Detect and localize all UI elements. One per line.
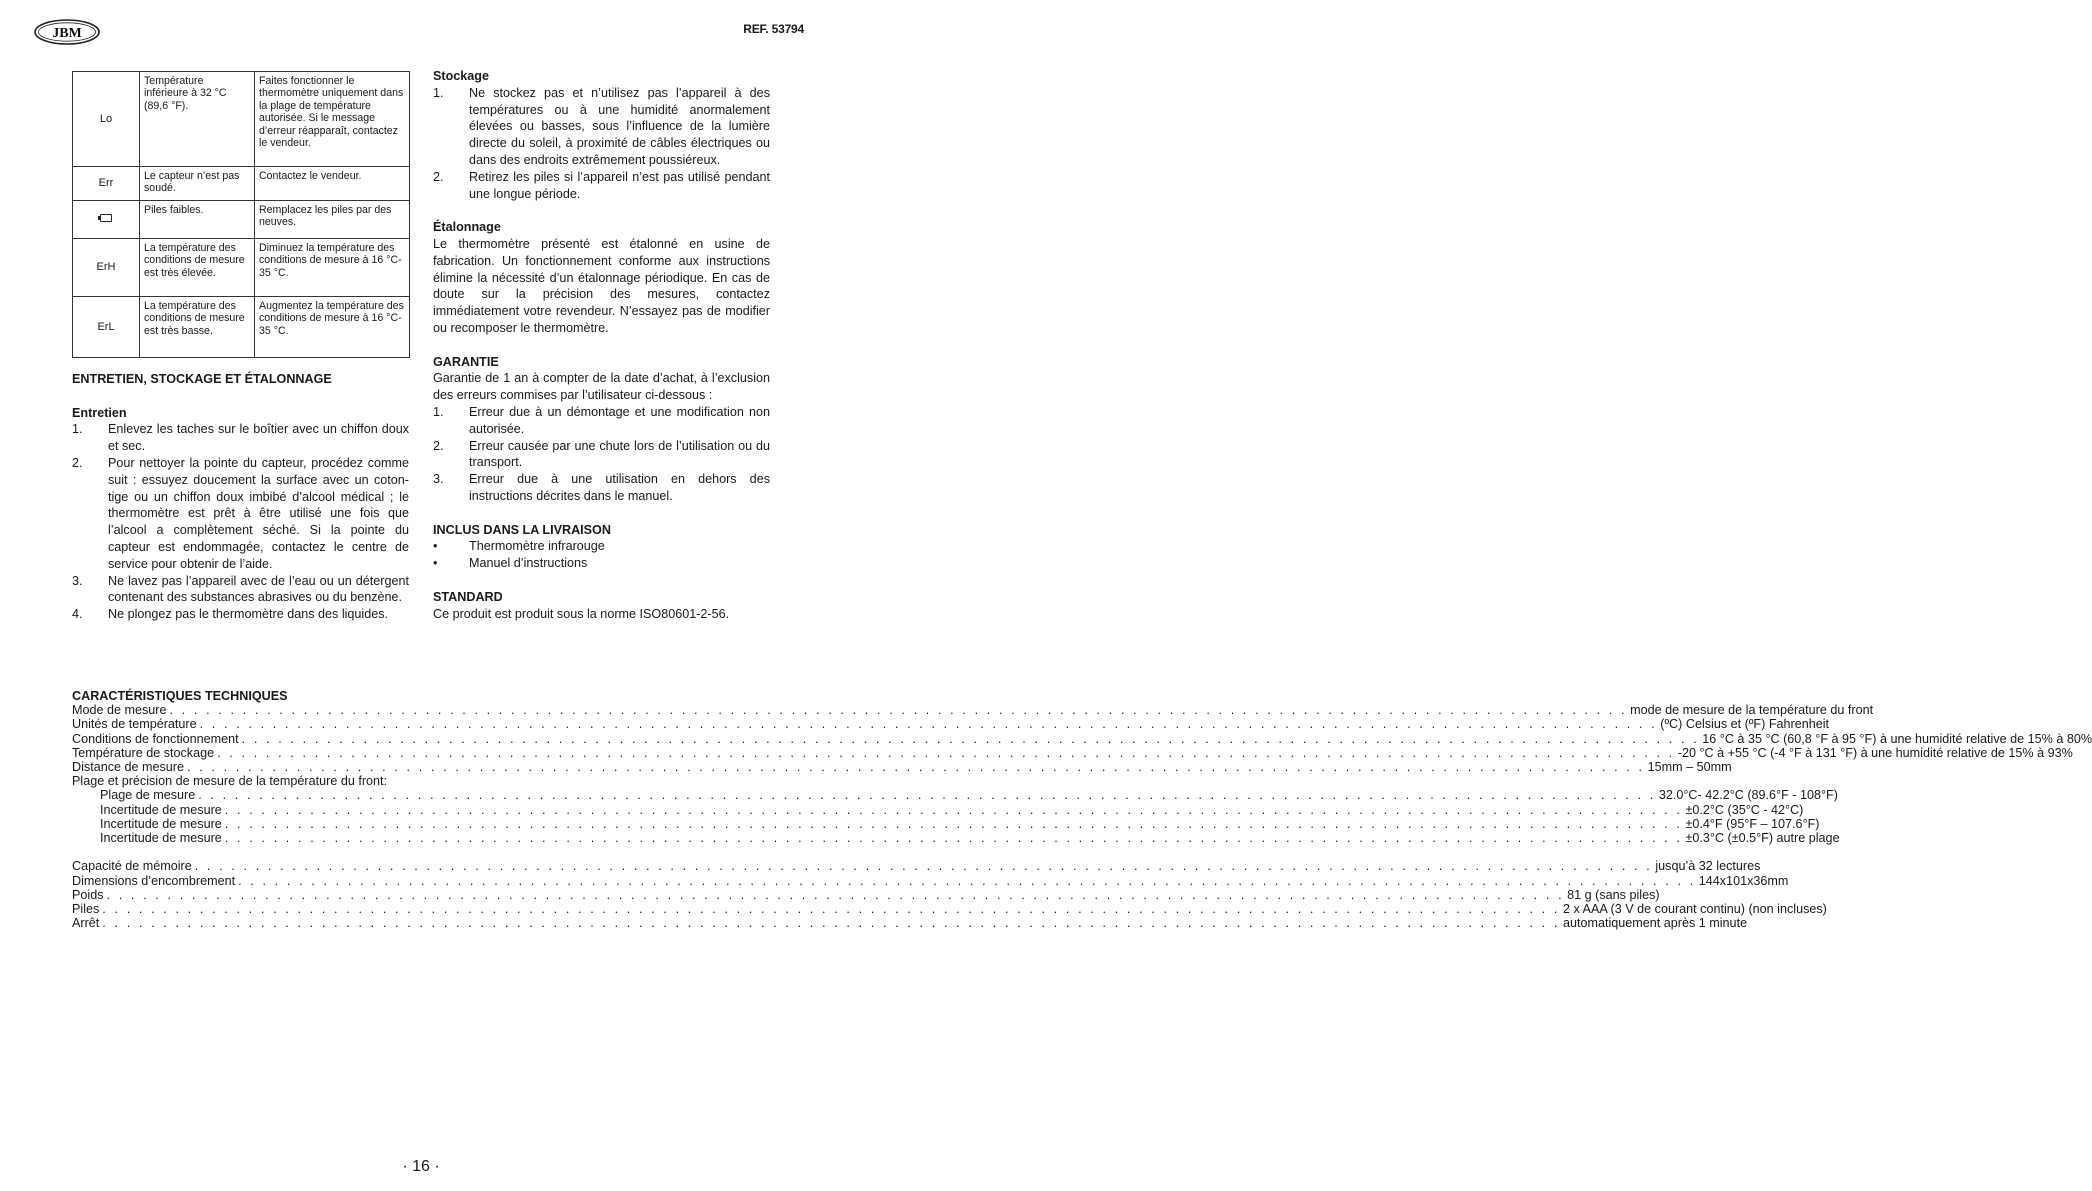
list-item — [72, 455, 409, 573]
error-cause: Piles faibles. — [140, 201, 255, 239]
spec-label: Conditions de fonctionnement — [72, 731, 239, 746]
bullet: • — [433, 556, 438, 571]
spec-row — [72, 760, 1732, 775]
leader-dots: . . . . . . . . . . . . . . . . . . . . . . . . . . . . . . . . . . . . . . . . . . . . . . . . . . . . . . . . . . . . . . . . . . . . . . . . . . . . . . . . . . . . . . . . . . . . . . . . . . . . . . . . . . . . . . . . . . . . . . . . — [169, 703, 1628, 718]
battery-low-icon — [100, 214, 112, 222]
spec-value: 15mm – 50mm — [1647, 760, 1732, 775]
spec-row — [72, 703, 1874, 718]
spec-value: automatiquement après 1 minute — [1562, 916, 1748, 931]
spec-label: Arrêt — [72, 916, 100, 931]
error-cause: La température des conditions de mesure est très élevée. — [140, 239, 255, 297]
spec-value: ±0.3°C (±0.5°F) autre plage — [1685, 831, 1840, 846]
section-heading: GARANTIE — [433, 354, 499, 369]
error-code: Lo — [73, 72, 140, 167]
standard-text: Ce produit est produit sous la norme ISO80601-2-56. — [433, 606, 730, 621]
spec-label: Capacité de mémoire — [72, 859, 192, 874]
spec-row — [72, 873, 1789, 888]
spec-row — [72, 717, 1830, 732]
error-action: Augmentez la température des conditions de mesure à 16 °C-35 °C. — [255, 297, 410, 358]
spec-row — [72, 831, 1840, 846]
warranty-text: Garantie de 1 an à compter de la date d’achat, à l’exclusion des erreurs commises par l’utilisateur ci-dessous : — [433, 371, 770, 403]
list-item — [433, 438, 770, 472]
list-item — [433, 471, 770, 505]
spec-value: ±0.2°C (35°C - 42°C) — [1685, 802, 1804, 817]
item-number: 2. — [433, 169, 444, 184]
spec-label: Mode de mesure — [72, 703, 167, 718]
spec-row — [72, 802, 1804, 817]
spec-label: Température de stockage — [72, 745, 215, 760]
item-text: Manuel d’instructions — [469, 556, 588, 571]
leader-dots: . . . . . . . . . . . . . . . . . . . . . . . . . . . . . . . . . . . . . . . . . . . . . . . . . . . . . . . . . . . . . . . . . . . . . . . . . . . . . . . . . . . . . . . . . . . . . . . . . . . . . . . . . . . . . . . . . . . . . . . . — [198, 788, 1656, 803]
spec-label: Piles — [72, 902, 100, 917]
item-text: Erreur due à une utilisation en dehors des instructions décrites dans le manuel. — [469, 472, 770, 503]
item-text: Retirez les piles si l’appareil n’est pas utilisé pendant une longue période. — [469, 169, 770, 201]
spec-row — [72, 745, 2073, 760]
leader-dots: . . . . . . . . . . . . . . . . . . . . . . . . . . . . . . . . . . . . . . . . . . . . . . . . . . . . . . . . . . . . . . . . . . . . . . . . . . . . . . . . . . . . . . . . . . . . . . . . . . . . . . . . . . . . . . . . . . . . . . . . — [224, 816, 1683, 831]
right-column — [433, 68, 770, 622]
spec-value: (ºC) Celsius et (ºF) Fahrenheit — [1660, 717, 1830, 732]
reference-number: REF. 53794 — [743, 22, 804, 36]
error-code: Err — [73, 167, 140, 201]
spec-row — [72, 731, 2092, 746]
table-row — [73, 297, 410, 358]
item-number: 1. — [433, 404, 444, 419]
item-text: Ne stockez pas et n’utilisez pas l’appareil à des températures ou à une humidité anormalement élevées ou basses, sous l’influence de la lumière directe du soleil, à proximité de câbles électriques ou dans des endroits extrêmement poussiéreux. — [469, 85, 770, 167]
subsection-heading: Étalonnage — [433, 220, 501, 235]
maintenance-section — [72, 371, 409, 623]
leader-dots: . . . . . . . . . . . . . . . . . . . . . . . . . . . . . . . . . . . . . . . . . . . . . . . . . . . . . . . . . . . . . . . . . . . . . . . . . . . . . . . . . . . . . . . . . . . . . . . . . . . . . . . . . . . . . . . . . . . . . . . . — [106, 887, 1565, 902]
error-code: ErH — [73, 239, 140, 297]
list-item — [433, 85, 770, 169]
item-text: Erreur causée par une chute lors de l’utilisation ou du transport. — [469, 438, 770, 470]
spec-label: Unités de température — [72, 717, 197, 732]
item-number: 2. — [433, 438, 444, 453]
error-cause: Température inférieure à 32 °C (89,6 °F). — [140, 72, 255, 167]
leader-dots: . . . . . . . . . . . . . . . . . . . . . . . . . . . . . . . . . . . . . . . . . . . . . . . . . . . . . . . . . . . . . . . . . . . . . . . . . . . . . . . . . . . . . . . . . . . . . . . . . . . . . . . . . . . . . . . . . . . . . . . . — [199, 717, 1658, 732]
item-number: 1. — [72, 422, 83, 437]
spec-row — [72, 887, 1660, 902]
item-text: Enlevez les taches sur le boîtier avec un chiffon doux et sec. — [108, 422, 409, 454]
leader-dots: . . . . . . . . . . . . . . . . . . . . . . . . . . . . . . . . . . . . . . . . . . . . . . . . . . . . . . . . . . . . . . . . . . . . . . . . . . . . . . . . . . . . . . . . . . . . . . . . . . . . . . . . . . . . . . . . . . . . . . . . — [224, 802, 1683, 817]
list-item — [433, 404, 770, 438]
spec-value: -20 °C à +55 °C (-4 °F à 131 °F) à une humidité relative de 15% à 93% — [1677, 745, 2073, 760]
spec-value: 16 °C à 35 °C (60,8 °F à 95 °F) à une humidité relative de 15% à 80% — [1702, 731, 2092, 746]
list-item — [72, 606, 409, 623]
subsection-heading: Stockage — [433, 69, 489, 83]
error-action: Contactez le vendeur. — [255, 167, 410, 201]
spec-value: jusqu’à 32 lectures — [1655, 859, 1761, 874]
technical-specs — [72, 689, 2092, 931]
leader-dots: . . . . . . . . . . . . . . . . . . . . . . . . . . . . . . . . . . . . . . . . . . . . . . . . . . . . . . . . . . . . . . . . . . . . . . . . . . . . . . . . . . . . . . . . . . . . . . . . . . . . . . . . . . . . . . . . . . . . . . . . — [241, 731, 1700, 746]
spec-label: Plage de mesure — [100, 788, 196, 803]
spec-label: Incertitude de mesure — [100, 816, 222, 831]
leader-dots: . . . . . . . . . . . . . . . . . . . . . . . . . . . . . . . . . . . . . . . . . . . . . . . . . . . . . . . . . . . . . . . . . . . . . . . . . . . . . . . . . . . . . . . . . . . . . . . . . . . . . . . . . . . . . . . . . . . . . . . . — [102, 902, 1560, 917]
error-code-table — [72, 71, 410, 358]
spec-value: 81 g (sans piles) — [1567, 887, 1660, 902]
spec-row — [72, 902, 1827, 917]
section-heading: INCLUS DANS LA LIVRAISON — [433, 522, 611, 537]
spec-label: Incertitude de mesure — [100, 802, 222, 817]
spec-row — [72, 788, 1838, 803]
error-action: Faites fonctionner le thermomètre uniquement dans la plage de température autorisée. Si le message d’erreur réapparaît, contactez le vendeur. — [255, 72, 410, 167]
item-number: 3. — [433, 472, 444, 487]
item-text: Pour nettoyer la pointe du capteur, procédez comme suit : essuyez doucement la surface avec un coton-tige ou un chiffon doux imbibé d’alcool médical ; le thermomètre est prêt à être utilisé une fois que l’alcool a complètement séché. Si la pointe du capteur est endommagée, contactez le centre de service pour obtenir de l’aide. — [108, 455, 409, 571]
spec-label: Poids — [72, 887, 104, 902]
leader-dots: . . . . . . . . . . . . . . . . . . . . . . . . . . . . . . . . . . . . . . . . . . . . . . . . . . . . . . . . . . . . . . . . . . . . . . . . . . . . . . . . . . . . . . . . . . . . . . . . . . . . . . . . . . . . . . . . . . . . . . . . — [194, 859, 1653, 874]
item-number: 1. — [433, 85, 444, 100]
item-number: 2. — [72, 455, 83, 470]
item-number: 3. — [72, 573, 83, 588]
error-cause: La température des conditions de mesure est très basse. — [140, 297, 255, 358]
item-number: 4. — [72, 607, 83, 622]
list-item — [433, 555, 770, 572]
spec-value: mode de mesure de la température du front — [1630, 703, 1874, 718]
spec-label: Dimensions d’encombrement — [72, 873, 236, 888]
spec-value: ±0.4°F (95°F – 107.6°F) — [1685, 816, 1820, 831]
error-code — [73, 201, 140, 239]
table-row — [73, 167, 410, 201]
subsection-heading: Entretien — [72, 405, 127, 420]
range-heading: Plage et précision de mesure de la température du front: — [72, 774, 388, 789]
list-item — [72, 573, 409, 607]
spec-value: 2 x AAA (3 V de courant continu) (non incluses) — [1562, 902, 1827, 917]
bullet: • — [433, 539, 438, 554]
jbm-logo — [34, 19, 100, 45]
spec-row — [72, 916, 1748, 931]
logo-text: JBM — [52, 26, 82, 42]
list-item — [72, 421, 409, 455]
list-item — [433, 538, 770, 555]
error-code: ErL — [73, 297, 140, 358]
item-text: Thermomètre infrarouge — [469, 539, 605, 554]
error-cause: Le capteur n’est pas soudé. — [140, 167, 255, 201]
spec-row — [72, 816, 1820, 831]
calibration-text: Le thermomètre présenté est étalonné en usine de fabrication. Un fonctionnement conforme aux instructions élimine la nécessité d’un étalonnage périodique. En cas de doute sur la précision des mesures, contactez immédiatement votre revendeur. N’essayez pas de modifier ou recomposer le thermomètre. — [433, 236, 770, 335]
table-row — [73, 201, 410, 239]
spec-value: 32.0°C- 42.2°C (89.6°F - 108°F) — [1658, 788, 1838, 803]
section-heading: ENTRETIEN, STOCKAGE ET ÉTALONNAGE — [72, 372, 332, 386]
error-action: Remplacez les piles par des neuves. — [255, 201, 410, 239]
spec-row — [72, 859, 1761, 874]
item-text: Erreur due à un démontage et une modification non autorisée. — [469, 404, 770, 436]
page-number: · 16 · — [402, 1158, 440, 1175]
leader-dots: . . . . . . . . . . . . . . . . . . . . . . . . . . . . . . . . . . . . . . . . . . . . . . . . . . . . . . . . . . . . . . . . . . . . . . . . . . . . . . . . . . . . . . . . . . . . . . . . . . . . . . . . . . . . . . . . . . . . . . . . — [217, 745, 1675, 760]
leader-dots: . . . . . . . . . . . . . . . . . . . . . . . . . . . . . . . . . . . . . . . . . . . . . . . . . . . . . . . . . . . . . . . . . . . . . . . . . . . . . . . . . . . . . . . . . . . . . . . . . . . . . . . . . . . . . . . . . . . . . . . . — [187, 760, 1645, 775]
spec-label: Distance de mesure — [72, 760, 184, 775]
leader-dots: . . . . . . . . . . . . . . . . . . . . . . . . . . . . . . . . . . . . . . . . . . . . . . . . . . . . . . . . . . . . . . . . . . . . . . . . . . . . . . . . . . . . . . . . . . . . . . . . . . . . . . . . . . . . . . . . . . . . . . . . — [102, 916, 1560, 931]
error-action: Diminuez la température des conditions de mesure à 16 °C-35 °C. — [255, 239, 410, 297]
spec-value: 144x101x36mm — [1698, 873, 1789, 888]
table-row — [73, 239, 410, 297]
item-text: Ne plongez pas le thermomètre dans des liquides. — [108, 607, 389, 622]
table-row — [73, 72, 410, 167]
leader-dots: . . . . . . . . . . . . . . . . . . . . . . . . . . . . . . . . . . . . . . . . . . . . . . . . . . . . . . . . . . . . . . . . . . . . . . . . . . . . . . . . . . . . . . . . . . . . . . . . . . . . . . . . . . . . . . . . . . . . . . . . — [224, 831, 1683, 846]
item-text: Ne lavez pas l’appareil avec de l’eau ou un détergent contenant des substances abrasives ou du benzène. — [108, 573, 409, 605]
list-item — [433, 169, 770, 203]
spec-label: Incertitude de mesure — [100, 831, 222, 846]
section-heading: CARACTÉRISTIQUES TECHNIQUES — [72, 689, 288, 703]
leader-dots: . . . . . . . . . . . . . . . . . . . . . . . . . . . . . . . . . . . . . . . . . . . . . . . . . . . . . . . . . . . . . . . . . . . . . . . . . . . . . . . . . . . . . . . . . . . . . . . . . . . . . . . . . . . . . . . . . . . . . . . . — [238, 873, 1696, 888]
section-heading: STANDARD — [433, 589, 503, 604]
